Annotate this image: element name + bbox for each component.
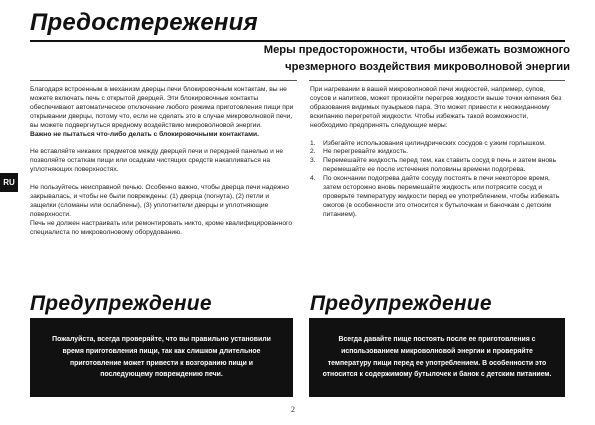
left-column-rule: [30, 80, 297, 81]
door-objects-paragraph: Не вставляйте никаких предметов между дверцей печи и передней панелью и не позволяйте остаткам пищи или осадкам чистящих средств накапливаться на уплотняющих поверхностях.: [30, 148, 284, 174]
liquid-heating-intro: При нагревании в вашей микроволновой печи жидкостей, например, супов, соусов и напитков, может произойти перегрев жидкости выше точки кипения без образования видимых пузырьков пара. Это может привести к неожиданному вскипанию перегретой жидкости. Чтобы избежать такой возможности, необходимо предпринять следующие меры:: [310, 86, 562, 129]
warning-text-right: Всегда давайте пище постоять после ее приготовления с использованием микроволновой энергии и проверяйте температуру пищи перед ее употреблением. В особенности это относится к содержимому бутылочек и банок с детским питанием.: [322, 336, 552, 379]
page-subtitle: [250, 42, 570, 76]
warning-box-right: [309, 318, 565, 397]
warning-title-right: Предупреждение: [310, 292, 492, 315]
right-column-rule: [309, 80, 565, 81]
page-number: 2: [291, 405, 295, 414]
page-title: Предостережения: [30, 9, 258, 36]
list-item: 1. Избегайте использования цилиндрических сосудов с узким горлышком.: [310, 139, 546, 147]
subtitle-line-2: чрезмерного воздействия микроволновой энергии: [285, 61, 570, 73]
door-interlock-paragraph: Благодаря встроенным в механизм дверцы печи блокировочным контактам, вы не можете включать печь с открытой дверцей. Эти блокировочные контакты обеспечивают автоматическое отключение любого режима приготовления пищи при открывании дверцы, потому что, если не сделать это в случае микроволновой печи, вы можете подвергнуться вредному воздействию микроволновой энергии.: [30, 86, 294, 129]
right-column: [310, 86, 565, 220]
precautions-list: [310, 140, 565, 220]
warning-box-left: [30, 318, 293, 397]
list-item: 4. По окончании подогрева дайте сосуду постоять в печи некоторое время, затем осторожно вновь перемешайте жидкость или потрясите сосуд и проверьте температуру жидкости перед ее употреблением, чтобы избежать ожогов (в особенности это относится к бутылочкам и баночкам с детским питанием).: [310, 175, 560, 218]
list-item: 3. Перемешайте жидкость перед тем, как ставить сосуд в печь и затем вновь перемешайте ее после истечения половины времени подогрева.: [310, 157, 557, 174]
subtitle-line-1: Меры предосторожности, чтобы избежать возможного: [263, 44, 570, 56]
warning-text-left: Пожалуйста, всегда проверяйте, что вы правильно установили время приготовления пищи, так как слишком длительное приготовление может привести к возгоранию пищи и последующему повреждению печи.: [52, 336, 271, 379]
language-tab: RU: [0, 173, 18, 192]
left-column: [30, 86, 295, 238]
list-item: 2. Не перегревайте жидкость.: [310, 148, 409, 156]
interlock-warning-bold: Важно не пытаться что-либо делать с блокировочными контактами.: [30, 130, 260, 138]
service-paragraph: Печь не должен настраивать или ремонтировать никто, кроме квалифицированного специалиста по микроволновому оборудованию.: [30, 219, 293, 236]
damaged-oven-paragraph: Не пользуйтесь неисправной печью. Особенно важно, чтобы дверца печи надежно закрывалась, и чтобы не были повреждены: (1) дверца (погнута), (2) петли и защелки (сломаны или ослаблены), (3) уплотнители дверцы и уплотняющие поверхности.: [30, 184, 289, 218]
warning-title-left: Предупреждение: [30, 292, 212, 315]
